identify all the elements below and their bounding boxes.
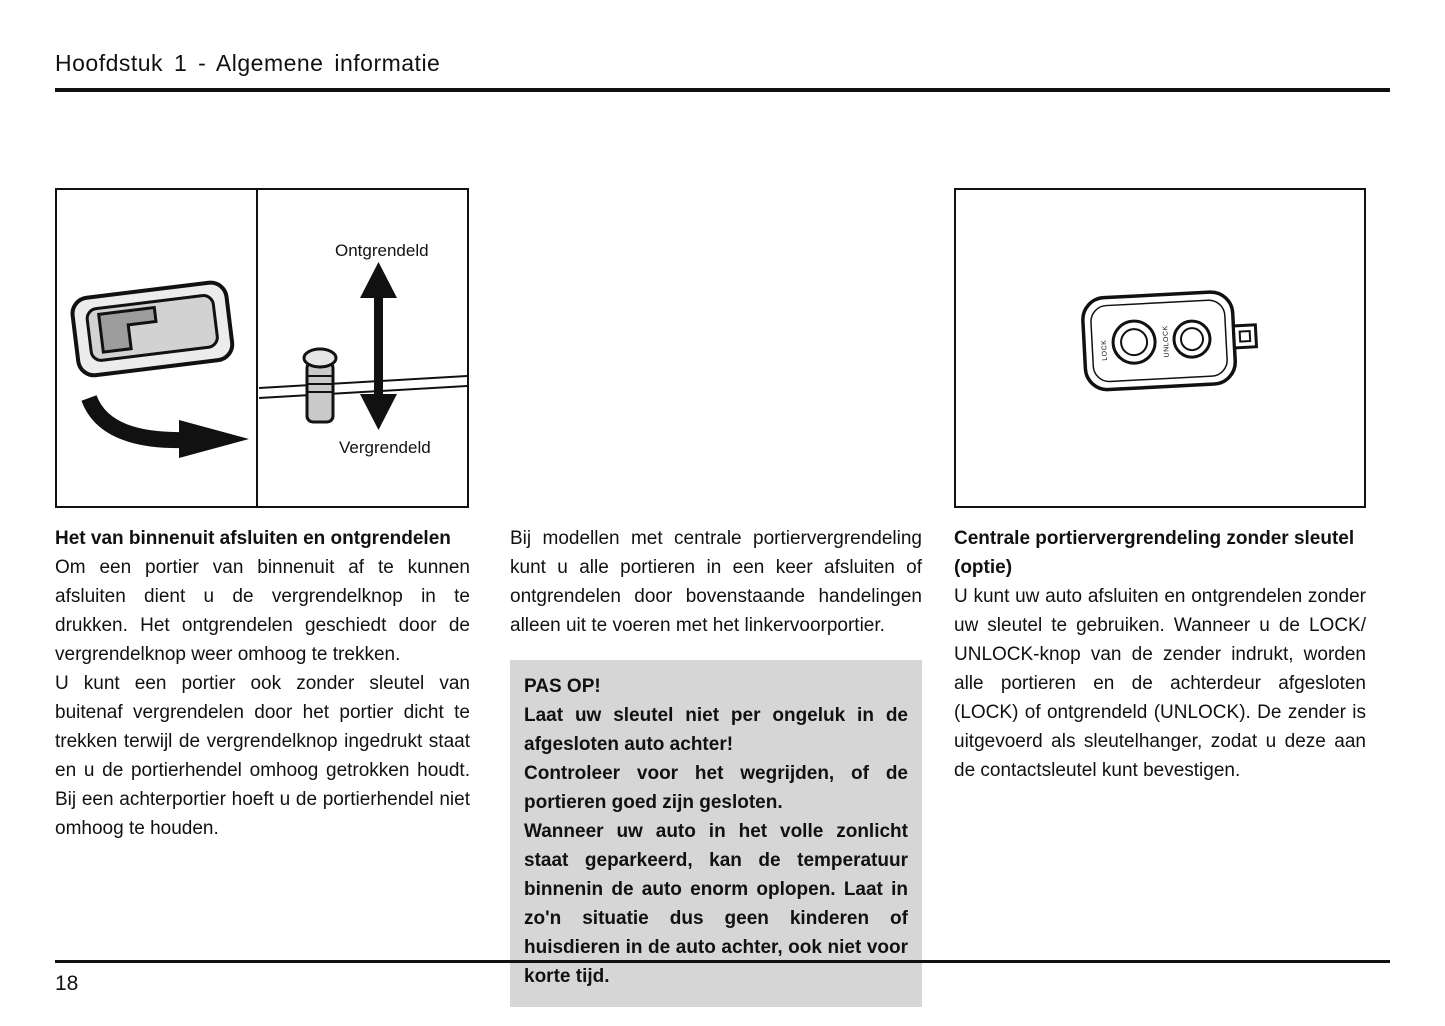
fob-unlock-label: UNLOCK xyxy=(1162,325,1171,358)
column-right xyxy=(954,524,1366,785)
warning-line: Wanneer uw auto in het volle zonlicht staat geparkeerd, kan de temperatuur binnenin de auto enorm oplopen. Laat in zo'n situatie dus geen kinderen of huisdieren in de auto achter, ook niet voor korte tijd. xyxy=(524,821,908,987)
key-fob-icon xyxy=(1082,290,1259,391)
heading-line1: Centrale portiervergrendeling zonder sleutel xyxy=(954,528,1355,549)
warning-box xyxy=(510,660,922,1007)
footer-rule xyxy=(55,960,1390,963)
warning-line: Laat uw sleutel niet per ongeluk in de afgesloten auto achter! xyxy=(524,705,908,755)
lock-knob-icon xyxy=(304,349,336,422)
label-locked: Vergrendeld xyxy=(339,438,431,457)
warning-title: PAS OP! xyxy=(524,676,601,697)
header-rule xyxy=(55,88,1390,92)
paragraph-central-locking: Bij modellen met centrale portiervergrendeling kunt u alle portieren in een keer afsluiten of ontgrendelen door bovenstaande handelingen alleen uit te voeren met het linkervoorportier. xyxy=(510,528,922,636)
warning-line: Controleer voor het wegrijden, of de portieren goed zijn gesloten. xyxy=(524,763,908,813)
figure-door-lock xyxy=(55,188,469,508)
page-number: 18 xyxy=(55,972,79,995)
up-down-arrow-icon xyxy=(360,262,397,430)
paragraph-keyless: U kunt uw auto afsluiten en ontgrendelen zonder uw sleutel te gebruiken. Wanneer u de LOCK/ UNLOCK-knop van de zender indrukt, worden alle portieren en de achterdeur afgesloten (LOCK) of ontgrendeld (UNLOCK). De zender is uitgevoerd als sleutelhanger, zodat u deze aan de contactsleutel kunt bevestigen. xyxy=(954,586,1366,781)
paragraph: U kunt een portier ook zonder sleutel van buitenaf vergrendelen door het portier dicht te trekken terwijl de vergrendelknop ingedrukt staat en u de portierhendel omhoog getrokken houdt. Bij een achterportier hoeft u de portierhendel niet omhoog te houden. xyxy=(55,673,470,839)
label-unlocked: Ontgrendeld xyxy=(335,241,429,260)
section-heading-keyless xyxy=(954,524,1366,582)
fob-lock-label: LOCK xyxy=(1100,339,1110,361)
remote-fob-illustration xyxy=(956,190,1364,506)
door-handle-icon xyxy=(71,281,234,377)
figure-remote-fob xyxy=(954,188,1366,508)
section-heading-inside-locking: Het van binnenuit afsluiten en ontgrendelen xyxy=(55,528,451,549)
pull-arrow-icon xyxy=(89,398,249,458)
heading-line2: (optie) xyxy=(954,557,1013,578)
column-middle xyxy=(510,524,922,1007)
door-lock-illustration xyxy=(57,190,467,506)
paragraph: Om een portier van binnenuit af te kunnen afsluiten dient u de vergrendelknop in te drukken. Het ontgrendelen geschiedt door de vergrendelknop weer omhoog te trekken. xyxy=(55,557,470,665)
chapter-header: Hoofdstuk 1 - Algemene informatie xyxy=(55,50,441,76)
column-left xyxy=(55,524,470,843)
